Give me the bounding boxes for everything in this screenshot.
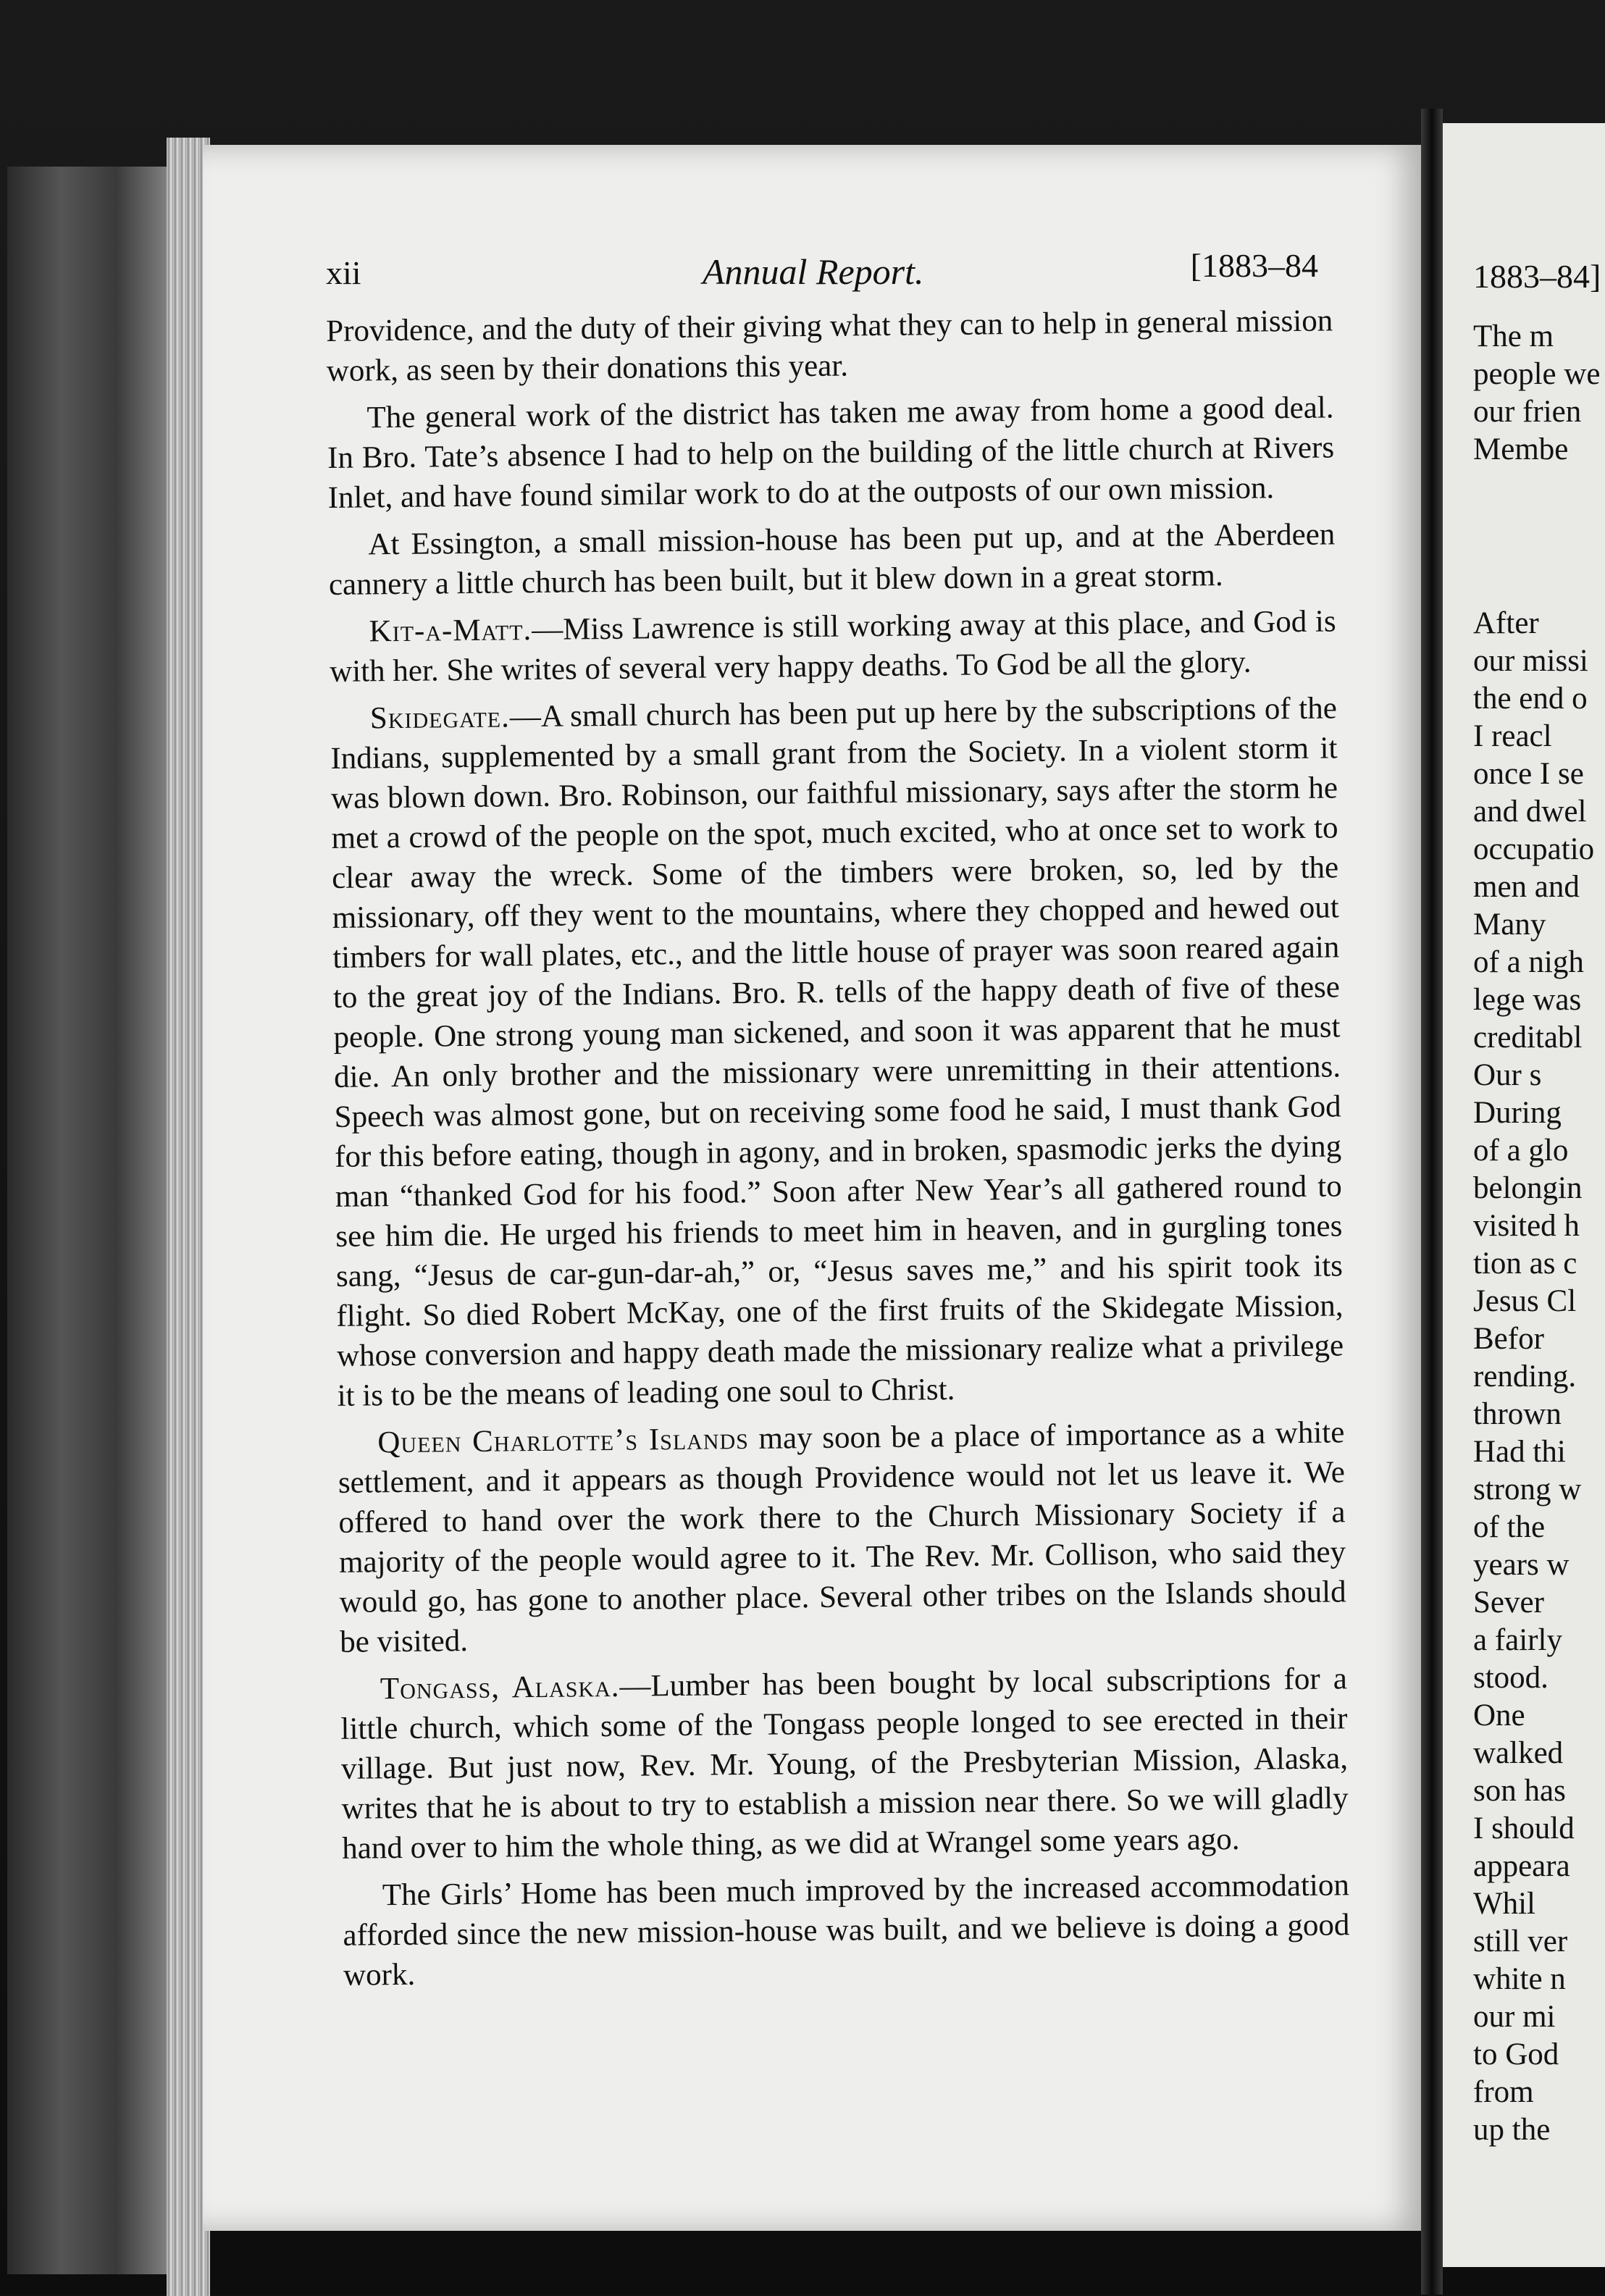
right-line: up the xyxy=(1473,2113,1551,2147)
body-text xyxy=(326,301,1350,2002)
right-line: our frien xyxy=(1473,395,1582,429)
right-line: from xyxy=(1473,2075,1534,2109)
right-line: visited h xyxy=(1473,1209,1580,1243)
right-line: of a nigh xyxy=(1473,945,1584,979)
right-line: stood. xyxy=(1473,1661,1549,1695)
right-line: men and xyxy=(1473,870,1580,904)
section-heading-skidegate: Skidegate. xyxy=(369,700,511,736)
right-line: Sever xyxy=(1473,1585,1544,1620)
right-line: Befor xyxy=(1473,1322,1544,1356)
right-line: lege was xyxy=(1473,983,1582,1017)
right-line: Our s xyxy=(1473,1058,1542,1092)
right-line: to God xyxy=(1473,2037,1559,2071)
right-line: I should xyxy=(1473,1811,1575,1845)
paragraph-2: The general work of the district has taken me away from home a good deal. In Bro. Tate’s absence I had to help on the building of the little church at Rivers Inlet, and have found similar work to do at the outposts of our own mission. xyxy=(327,390,1335,515)
right-line: our missi xyxy=(1473,644,1588,678)
right-line: Had thi xyxy=(1473,1435,1566,1469)
right-line: rending. xyxy=(1473,1359,1577,1394)
right-line: The m xyxy=(1473,319,1554,353)
right-line: walked xyxy=(1473,1736,1564,1770)
right-line: once I se xyxy=(1473,757,1584,791)
right-line: occupatio xyxy=(1473,832,1595,866)
right-line: still ver xyxy=(1473,1924,1568,1958)
right-line: white n xyxy=(1473,1962,1566,1996)
right-line: of the xyxy=(1473,1510,1546,1544)
right-line: son has xyxy=(1473,1774,1566,1808)
right-line: After xyxy=(1473,606,1539,640)
page-gutter xyxy=(1421,109,1443,2295)
section-heading-queen-charlotte: Queen Charlotte’s Islands xyxy=(377,1421,750,1460)
right-line: years w xyxy=(1473,1548,1570,1582)
paragraph-skidegate-text: —A small church has been put up here by the subscriptions of the Indians, supplemented by a small grant from the Society. In a violent storm it was blown down. Bro. Robinson, our faithful missionary, says after the storm he met a crowd of the people on the spot, much excited, who at once set to work to clear away the wreck. Some of the timbers were broken, so, led by the missionary, off they went to the mountains, where they chopped and hewed out timbers for wall plates, etc., and the little house of prayer was soon reared again to the great joy of the Indians. Bro. R. tells of the happy death of five of these people. One strong young man sickened, and soon it was apparent that he must die. An only brother and the missionary were unremitting in their attentions. Speech was almost gone, but on receiving some food he said, I must thank God for this before eating, though in agony, and in broken, spasmodic jerks the dying man “thanked God for his food.” Soon after New Year’s all gathered round to see him die. He urged his friends to meet him in heaven, and in gurgling tones sang, “Jesus de car-gun-dar-ah,” or, “Jesus saves me,” and his spirit took its flight. So died Robert McKay, one of the first fruits of the Skidegate Mission, whose conversion and happy death made the missionary realize what a privilege it is to be the means of leading one soul to Christ. xyxy=(330,691,1344,1413)
right-line: tion as c xyxy=(1473,1247,1577,1281)
page-header xyxy=(326,246,1318,304)
page-number: xii xyxy=(326,254,361,291)
right-line: strong w xyxy=(1473,1472,1582,1507)
right-line: belongin xyxy=(1473,1171,1583,1205)
right-line: of a glo xyxy=(1473,1134,1569,1168)
right-line: Jesus Cl xyxy=(1473,1284,1577,1318)
paragraph-girls-home: The Girls’ Home has been much improved by the increased accommodation afforded since the new mission-house was built, and we believe is doing a good work. xyxy=(343,1868,1350,1993)
section-heading-kitamatt: Kit-a-Matt. xyxy=(369,613,532,649)
right-year-label: 1883–84] xyxy=(1473,258,1601,295)
book-spine xyxy=(7,167,188,2274)
paragraph-kitamatt-text: —Miss Lawrence is still working away at this place, and God is with her. She writes of several very happy deaths. To God be all the glory. xyxy=(329,604,1336,689)
right-line: appeara xyxy=(1473,1849,1570,1883)
paragraph-3: At Essington, a small mission-house has been put up, and at the Aberdeen cannery a little church has been built, but it blew down in a great storm. xyxy=(328,517,1336,602)
year-label: [1883–84 xyxy=(1190,247,1318,284)
right-line: a fairly xyxy=(1473,1623,1562,1657)
running-title: Annual Report. xyxy=(703,251,924,292)
right-line: people we xyxy=(1473,357,1601,391)
right-line: One xyxy=(1473,1698,1525,1733)
right-line: our mi xyxy=(1473,2000,1556,2034)
paragraph-queen-charlotte-text: may soon be a place of importance as a white settlement, and it appears as though Providence would not let us leave it. We offered to hand over the work there to the Church Missionary Society if a majority of the people would agree to it. The Rev. Mr. Collison, who said they would go, has gone to another place. Several other tribes on the Islands should be visited. xyxy=(338,1415,1346,1659)
paragraph-tongass-text: —Lumber has been bought by local subscriptions for a little church, which some of the Tongass people longed to see erected in their village. But just now, Rev. Mr. Young, of the Presbyterian Mission, Alaska, writes that he is about to try to establish a mission near there. So we will gladly hand over to him the whole thing, as we did at Wrangel some years ago. xyxy=(340,1662,1349,1866)
right-line: Membe xyxy=(1473,432,1569,466)
paragraph-skidegate xyxy=(330,688,1344,1416)
right-line: thrown xyxy=(1473,1397,1562,1431)
right-line: creditabl xyxy=(1473,1021,1583,1055)
right-page xyxy=(1443,123,1605,2267)
section-heading-tongass: Tongass, Alaska. xyxy=(380,1669,620,1706)
right-line: I reacl xyxy=(1473,719,1552,753)
right-line: During xyxy=(1473,1096,1562,1130)
right-line: Whil xyxy=(1473,1887,1535,1921)
paragraph-tongass xyxy=(340,1659,1349,1869)
paragraph-1: Providence, and the duty of their giving what they can to help in general mission work, as seen by their donations this year. xyxy=(326,303,1333,388)
right-line: and dwel xyxy=(1473,795,1587,829)
right-line: Many xyxy=(1473,908,1546,942)
paragraph-kitamatt xyxy=(329,601,1336,692)
paragraph-queen-charlotte xyxy=(338,1412,1346,1662)
right-line: the end o xyxy=(1473,682,1588,716)
